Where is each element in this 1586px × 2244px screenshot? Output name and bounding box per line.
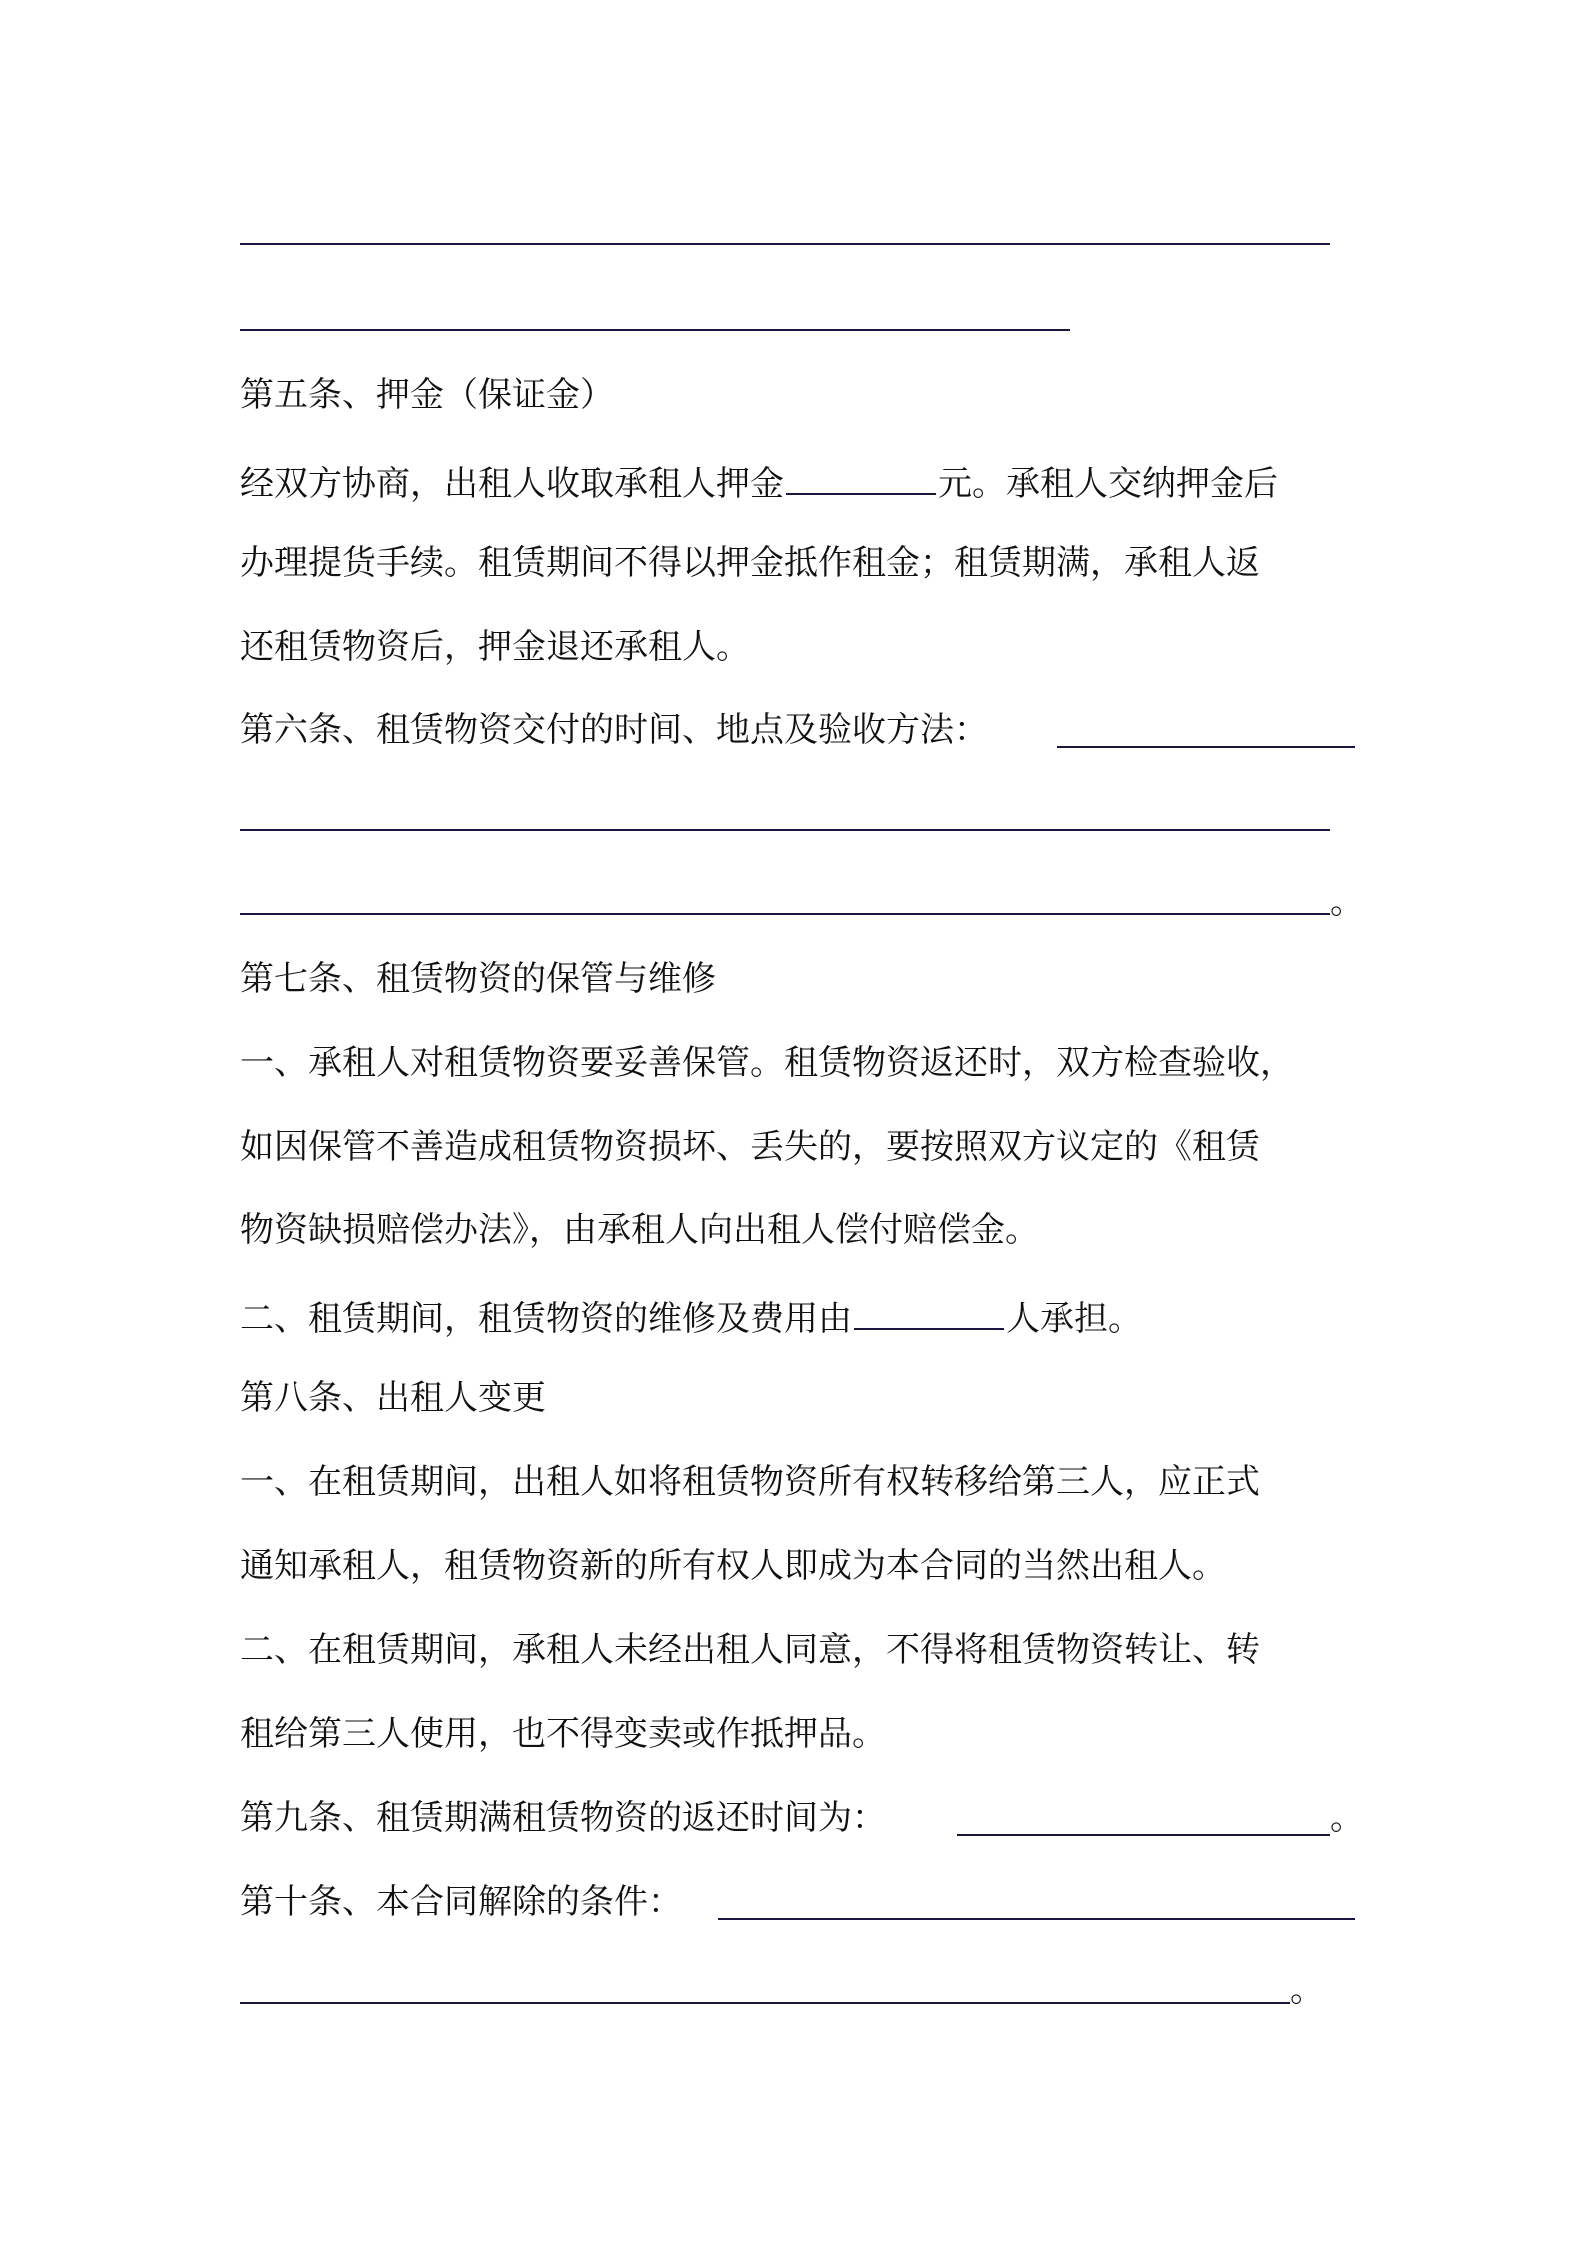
blank-line [240,243,1330,245]
blank-line [1057,746,1355,748]
article-8-p2-line-1: 二、在租赁期间，承租人未经出租人同意，不得将租赁物资转让、转 [240,1630,1260,1670]
blank-line [957,1834,1330,1836]
article-10: 第十条、本合同解除的条件： [240,1882,682,1922]
blank-line [240,329,1070,331]
maintenance-party-blank [854,1292,1004,1330]
article-7-title: 第七条、租赁物资的保管与维修 [240,959,716,999]
article-7-p1-line-2: 如因保管不善造成租赁物资损坏、丢失的，要按照双方议定的《租赁 [240,1127,1260,1167]
article-5-title: 第五条、押金（保证金） [240,375,614,415]
blank-line [240,829,1330,831]
deposit-amount-blank [786,457,936,495]
article-8-title: 第八条、出租人变更 [240,1378,546,1418]
blank-line [240,2002,1290,2004]
blank-line [718,1918,1355,1920]
article-10-period: 。 [1290,1970,1324,2010]
article-9: 第九条、租赁期满租赁物资的返还时间为： [240,1798,886,1838]
article-7-p2 [240,1292,1360,1341]
article-7-p2-text-a: 二、租赁期间，租赁物资的维修及费用由 [240,1299,852,1339]
article-6-period: 。 [1330,882,1364,922]
article-7-p1-line-3: 物资缺损赔偿办法》，由承租人向出租人偿付赔偿金。 [240,1210,1039,1250]
article-8-p1-line-2: 通知承租人，租赁物资新的所有权人即成为本合同的当然出租人。 [240,1546,1226,1586]
article-5-line-1 [240,457,1360,506]
article-8-p2-line-2: 租给第三人使用，也不得变卖或作抵押品。 [240,1714,886,1754]
article-7-p2-text-b: 人承担。 [1006,1299,1142,1339]
article-9-period: 。 [1330,1798,1364,1838]
blank-line [240,913,1330,915]
article-5-line-2: 办理提货手续。租赁期间不得以押金抵作租金；租赁期满，承租人返 [240,543,1260,583]
article-5-text-a: 经双方协商，出租人收取承租人押金 [240,464,784,504]
article-6-title: 第六条、租赁物资交付的时间、地点及验收方法： [240,710,988,750]
article-7-p1-line-1: 一、承租人对租赁物资要妥善保管。租赁物资返还时，双方检查验收， [240,1043,1294,1083]
article-8-p1-line-1: 一、在租赁期间，出租人如将租赁物资所有权转移给第三人，应正式 [240,1462,1260,1502]
article-5-text-b: 元。承租人交纳押金后 [938,464,1278,504]
article-5-line-3: 还租赁物资后，押金退还承租人。 [240,627,750,667]
